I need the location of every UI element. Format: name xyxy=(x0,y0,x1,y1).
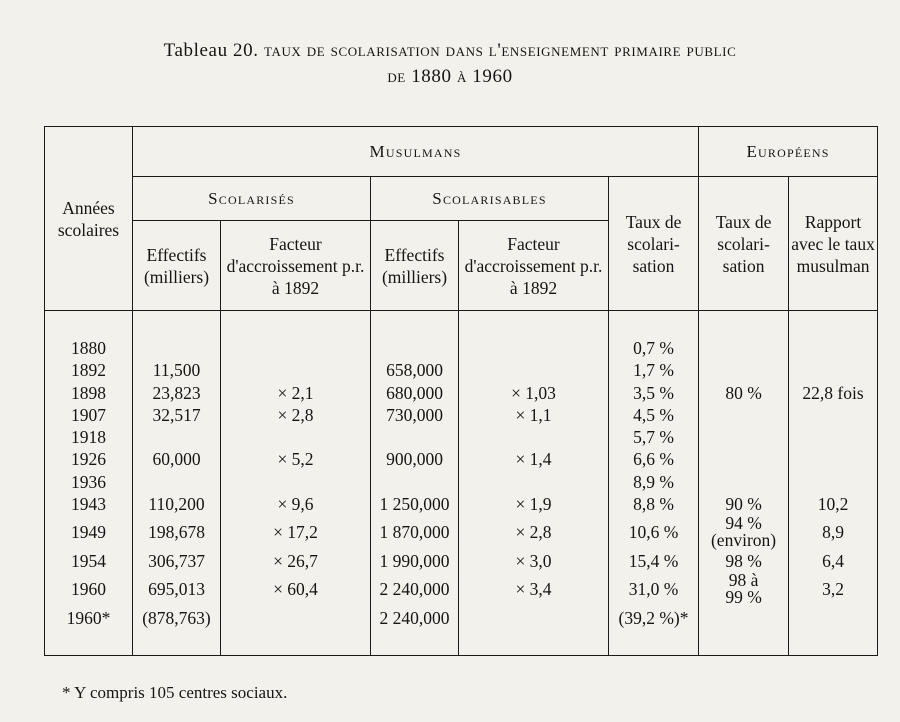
column-facteur-scolarises xyxy=(221,311,371,656)
cell-taux_eur-4 xyxy=(699,426,788,448)
cell-eff_scol-2: 23,823 xyxy=(152,382,201,403)
cell-fac_scol-2: × 2,1 xyxy=(277,382,314,403)
cell-eff_scol-5: 60,000 xyxy=(152,449,201,470)
cell-fac_sable-6 xyxy=(459,471,608,493)
cell-annee-10: 1960 xyxy=(71,579,106,600)
cell-annee-6: 1936 xyxy=(71,471,106,492)
cell-taux_eur-2: 80 % xyxy=(725,382,762,403)
cell-fac_sable-7: × 1,9 xyxy=(515,494,552,515)
cell-fac_scol-9: × 26,7 xyxy=(273,550,318,571)
cell-rapport-6 xyxy=(789,471,877,493)
cell-eff_scol-1: 11,500 xyxy=(152,360,201,381)
cell-eff_sable-10: 2 240,000 xyxy=(379,579,450,600)
cell-taux_eur-11 xyxy=(699,607,788,629)
cell-annee-0: 1880 xyxy=(71,337,106,358)
cell-annee-3: 1907 xyxy=(71,404,106,425)
cell-fac_sable-10: × 3,4 xyxy=(515,579,552,600)
cell-eff_sable-4 xyxy=(371,426,458,448)
header-rapport: Rapport avec le taux musulman xyxy=(789,177,878,311)
cell-rapport-5 xyxy=(789,448,877,470)
cell-taux_mus-0: 0,7 % xyxy=(633,337,674,358)
cell-annee-2: 1898 xyxy=(71,382,106,403)
header-musulmans: Musulmans xyxy=(133,127,699,177)
cell-taux_mus-7: 8,8 % xyxy=(633,494,674,515)
cell-eff_sable-3: 730,000 xyxy=(386,404,443,425)
cell-fac_scol-6 xyxy=(221,471,370,493)
cell-taux_eur-line1-8: 94 % xyxy=(725,513,762,534)
cell-annee-9: 1954 xyxy=(71,550,106,571)
cell-taux_eur-7: 90 % xyxy=(725,494,762,515)
column-taux-europeens xyxy=(699,311,789,656)
cell-rapport-11 xyxy=(789,607,877,629)
cell-taux_eur-line2-8: (environ) xyxy=(710,530,777,551)
cell-eff_sable-5: 900,000 xyxy=(386,449,443,470)
column-annees xyxy=(45,311,133,656)
column-rapport xyxy=(789,311,878,656)
cell-eff_scol-7: 110,200 xyxy=(148,494,205,515)
cell-eff_sable-1: 658,000 xyxy=(386,360,443,381)
cell-taux_eur-3 xyxy=(699,404,788,426)
header-scolarisables: Scolarisables xyxy=(371,177,609,221)
footnote: * Y compris 105 centres sociaux. xyxy=(62,683,288,702)
cell-annee-1: 1892 xyxy=(71,360,106,381)
cell-taux_mus-11: (39,2 %)* xyxy=(618,607,689,628)
cell-taux_mus-6: 8,9 % xyxy=(633,471,674,492)
cell-eff_scol-3: 32,517 xyxy=(152,404,201,425)
header-facteur-scolarises: Facteur d'accroissement p.r. à 1892 xyxy=(221,221,371,311)
cell-eff_scol-6 xyxy=(133,471,220,493)
table-title-line-1 xyxy=(0,40,900,62)
header-scolarises: Scolarisés xyxy=(133,177,371,221)
cell-taux_eur-line2-10: 99 % xyxy=(725,587,762,608)
cell-taux_eur-8 xyxy=(699,515,788,550)
cell-rapport-8: 8,9 xyxy=(822,522,844,543)
cell-annee-5: 1926 xyxy=(71,449,106,470)
table-title-line-2 xyxy=(0,66,900,88)
cell-taux_mus-4: 5,7 % xyxy=(633,427,674,448)
cell-taux_eur-0 xyxy=(699,337,788,359)
column-taux-musulmans xyxy=(609,311,699,656)
cell-fac_sable-9: × 3,0 xyxy=(515,550,552,571)
cell-rapport-7: 10,2 xyxy=(817,494,849,515)
cell-rapport-1 xyxy=(789,359,877,381)
cell-taux_mus-8: 10,6 % xyxy=(628,522,679,543)
table-number: Tableau 20. xyxy=(163,40,259,61)
cell-fac_sable-3: × 1,1 xyxy=(515,404,552,425)
header-effectifs-scolarisables: Effectifs (milliers) xyxy=(371,221,459,311)
column-facteur-scolarisables xyxy=(459,311,609,656)
cell-taux_mus-1: 1,7 % xyxy=(633,360,674,381)
table-title-period: de 1880 à 1960 xyxy=(387,66,513,87)
cell-rapport-9: 6,4 xyxy=(822,550,844,571)
cell-taux_mus-2: 3,5 % xyxy=(633,382,674,403)
header-taux-europeens: Taux de scolari-sation xyxy=(699,177,789,311)
cell-fac_scol-10: × 60,4 xyxy=(273,579,318,600)
cell-taux_mus-5: 6,6 % xyxy=(633,449,674,470)
enrollment-table xyxy=(44,126,878,656)
cell-fac_scol-1 xyxy=(221,359,370,381)
cell-eff_sable-0 xyxy=(371,337,458,359)
cell-rapport-2: 22,8 fois xyxy=(802,382,864,403)
cell-eff_scol-0 xyxy=(133,337,220,359)
header-annees: Années scolaires xyxy=(45,127,133,311)
cell-eff_scol-8: 198,678 xyxy=(148,522,205,543)
cell-fac_sable-1 xyxy=(459,359,608,381)
cell-eff_sable-9: 1 990,000 xyxy=(379,550,450,571)
cell-rapport-0 xyxy=(789,337,877,359)
header-effectifs-scolarises: Effectifs (milliers) xyxy=(133,221,221,311)
cell-taux_mus-9: 15,4 % xyxy=(628,550,679,571)
header-facteur-scolarisables: Facteur d'accroissement p.r. à 1892 xyxy=(459,221,609,311)
header-europeens: Européens xyxy=(699,127,878,177)
column-effectifs-scolarisables xyxy=(371,311,459,656)
cell-taux_eur-10 xyxy=(699,572,788,607)
table-title-text: taux de scolarisation dans l'enseignement primaire public xyxy=(263,40,737,61)
cell-rapport-10: 3,2 xyxy=(822,579,844,600)
cell-fac_sable-8: × 2,8 xyxy=(515,522,552,543)
cell-annee-4: 1918 xyxy=(71,427,106,448)
cell-fac_scol-11 xyxy=(221,607,370,629)
cell-fac_sable-11 xyxy=(459,607,608,629)
cell-fac_sable-2: × 1,03 xyxy=(511,382,556,403)
cell-eff_sable-7: 1 250,000 xyxy=(379,494,450,515)
cell-annee-11: 1960* xyxy=(66,607,111,628)
cell-rapport-3 xyxy=(789,404,877,426)
cell-taux_mus-3: 4,5 % xyxy=(633,404,674,425)
cell-taux_eur-9: 98 % xyxy=(725,550,762,571)
cell-fac_scol-4 xyxy=(221,426,370,448)
cell-taux_mus-10: 31,0 % xyxy=(628,579,679,600)
cell-fac_scol-7: × 9,6 xyxy=(277,494,314,515)
cell-eff_sable-6 xyxy=(371,471,458,493)
cell-eff_sable-2: 680,000 xyxy=(386,382,443,403)
cell-eff_sable-11: 2 240,000 xyxy=(379,607,450,628)
cell-fac_sable-5: × 1,4 xyxy=(515,449,552,470)
cell-taux_eur-line1-10: 98 à xyxy=(728,570,759,591)
cell-taux_eur-6 xyxy=(699,471,788,493)
cell-annee-8: 1949 xyxy=(71,522,106,543)
cell-eff_scol-11: (878,763) xyxy=(142,607,211,628)
cell-eff_sable-8: 1 870,000 xyxy=(379,522,450,543)
cell-fac_scol-8: × 17,2 xyxy=(273,522,318,543)
cell-rapport-4 xyxy=(789,426,877,448)
cell-eff_scol-4 xyxy=(133,426,220,448)
cell-taux_eur-1 xyxy=(699,359,788,381)
cell-fac_scol-5: × 5,2 xyxy=(277,449,314,470)
cell-fac_sable-0 xyxy=(459,337,608,359)
cell-eff_scol-10: 695,013 xyxy=(148,579,205,600)
header-taux-musulmans: Taux de scolari-sation xyxy=(609,177,699,311)
cell-fac_scol-3: × 2,8 xyxy=(277,404,314,425)
cell-eff_scol-9: 306,737 xyxy=(148,550,205,571)
cell-fac_sable-4 xyxy=(459,426,608,448)
column-effectifs-scolarises xyxy=(133,311,221,656)
cell-taux_eur-5 xyxy=(699,448,788,470)
cell-fac_scol-0 xyxy=(221,337,370,359)
cell-annee-7: 1943 xyxy=(71,494,106,515)
